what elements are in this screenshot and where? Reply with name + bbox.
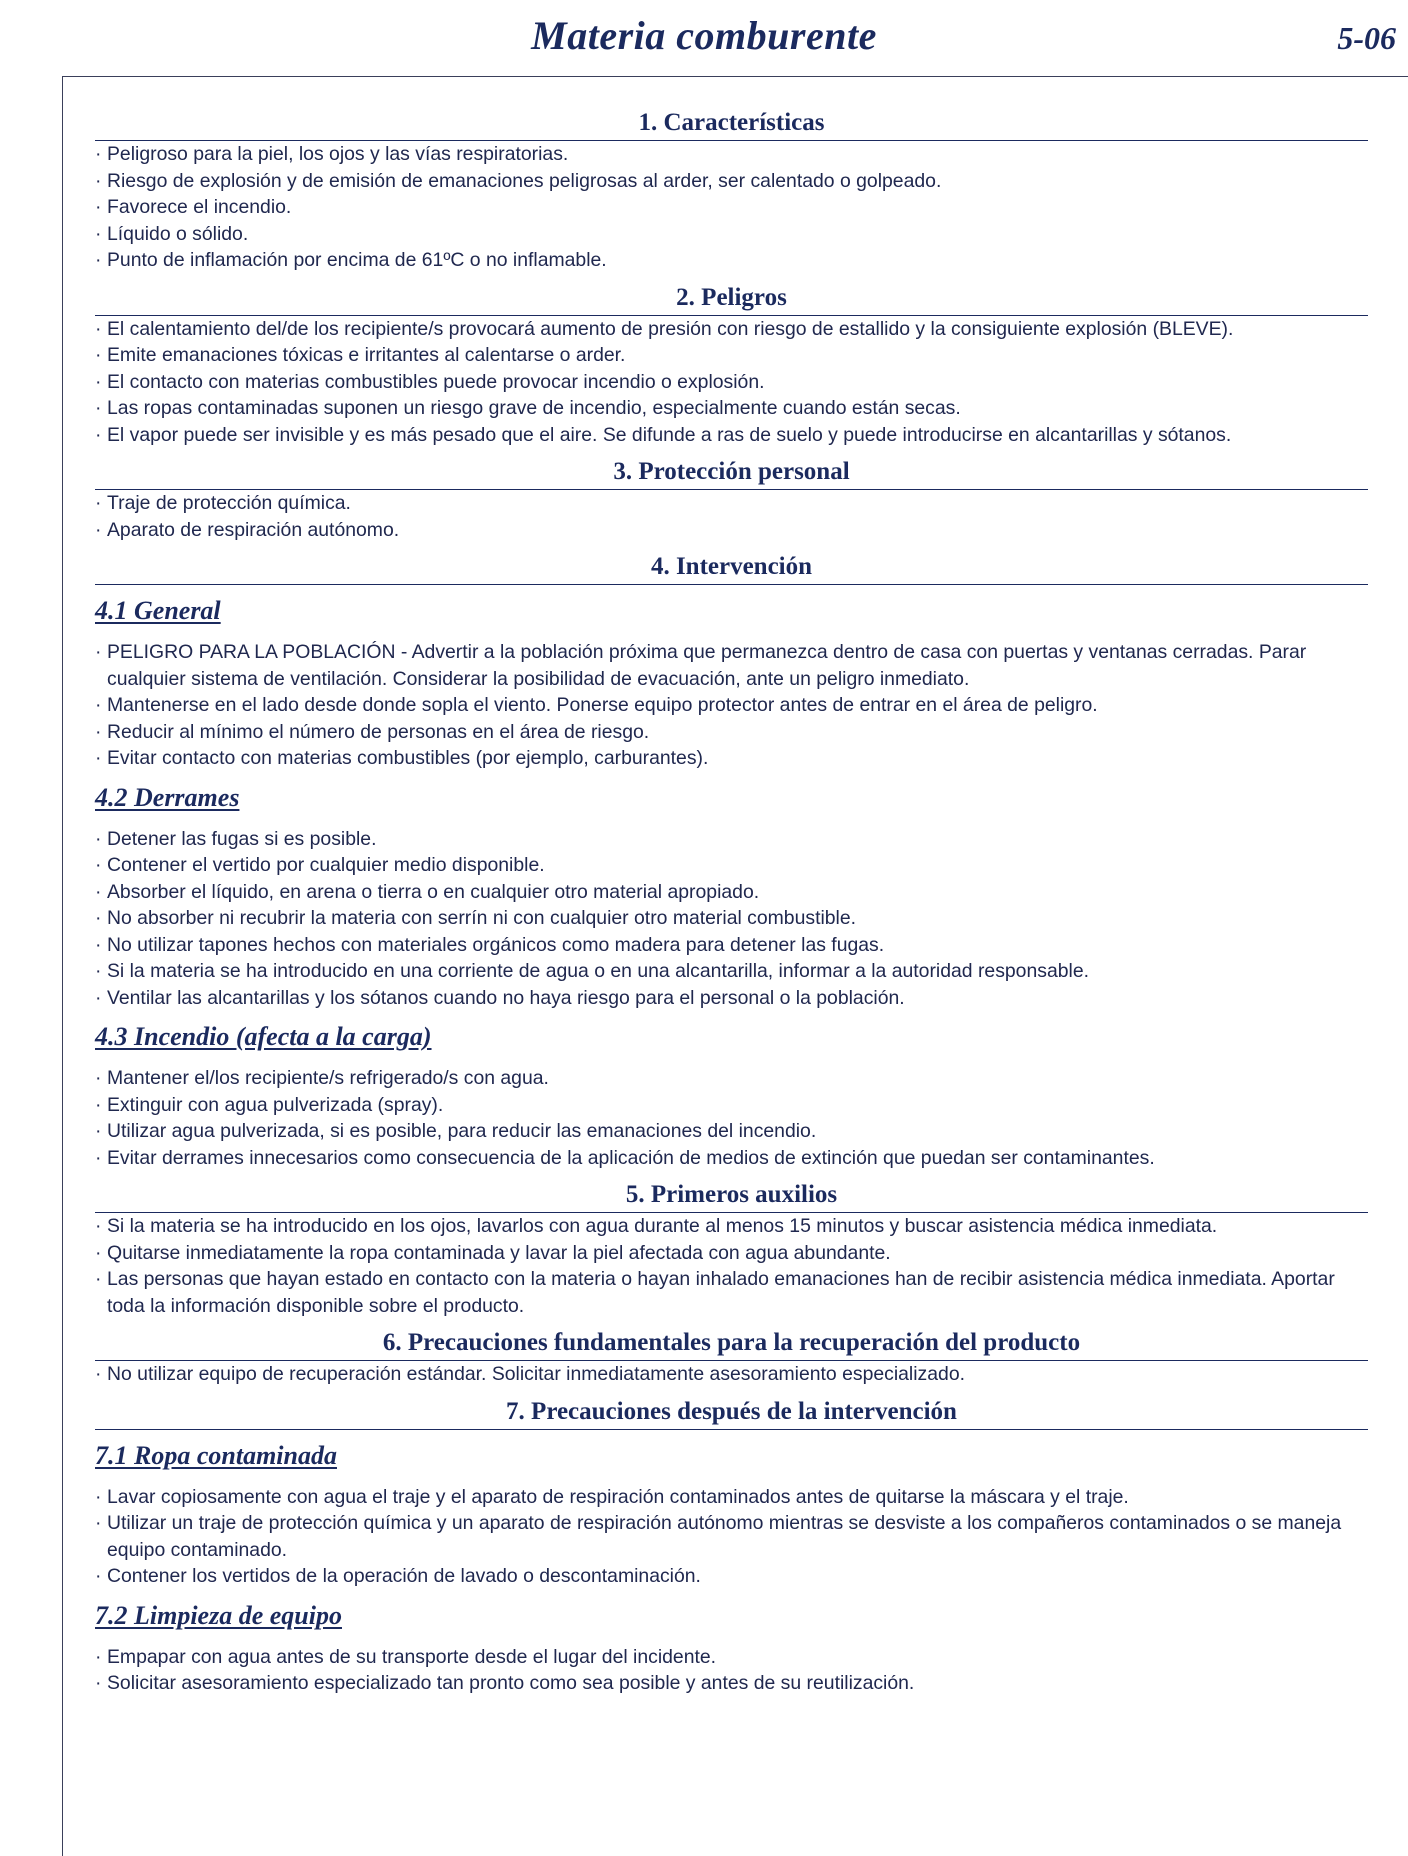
list-item: · Contener los vertidos de la operación de lavado o descontaminación.	[95, 1563, 1368, 1590]
subsection-heading: 7.2 Limpieza de equipo	[95, 1600, 342, 1630]
list-item: · Emite emanaciones tóxicas e irritantes al calentarse o arder.	[95, 342, 1368, 369]
list-item: · No utilizar tapones hechos con materiales orgánicos como madera para detener las fugas.	[95, 932, 1368, 959]
section-heading: 7. Precauciones después de la intervención	[95, 1397, 1368, 1430]
subsection-heading: 4.2 Derrames	[95, 782, 240, 812]
list-item: · El calentamiento del/de los recipiente/s provocará aumento de presión con riesgo de estallido y la consiguiente explosión (BLEVE).	[95, 316, 1368, 343]
list-item: · Mantenerse en el lado desde donde sopla el viento. Ponerse equipo protector antes de entrar en el área de peligro.	[95, 692, 1368, 719]
item-list	[95, 1484, 1368, 1590]
item-list	[95, 1213, 1368, 1319]
item-list	[95, 316, 1368, 449]
list-item: · Empapar con agua antes de su transporte desde el lugar del incidente.	[95, 1644, 1368, 1671]
item-list	[95, 826, 1368, 1012]
section-recuperacion-producto	[95, 1328, 1368, 1388]
section-heading: 1. Características	[95, 108, 1368, 141]
list-item: · El contacto con materias combustibles puede provocar incendio o explosión.	[95, 369, 1368, 396]
list-item: · Si la materia se ha introducido en una corriente de agua o en una alcantarilla, informar a la autoridad responsable.	[95, 958, 1368, 985]
list-item: · Aparato de respiración autónomo.	[95, 517, 1368, 544]
list-item: · Utilizar agua pulverizada, si es posible, para reducir las emanaciones del incendio.	[95, 1118, 1368, 1145]
list-item: · Punto de inflamación por encima de 61ºC o no inflamable.	[95, 247, 1368, 274]
subsection-heading: 7.1 Ropa contaminada	[95, 1440, 337, 1470]
section-heading: 3. Protección personal	[95, 457, 1368, 490]
list-item: · No utilizar equipo de recuperación estándar. Solicitar inmediatamente asesoramiento especializado.	[95, 1361, 1368, 1388]
section-caracteristicas	[95, 108, 1368, 274]
list-item: · Evitar contacto con materias combustibles (por ejemplo, carburantes).	[95, 745, 1368, 772]
item-list	[95, 1065, 1368, 1171]
item-list	[95, 490, 1368, 543]
list-item: · Absorber el líquido, en arena o tierra o en cualquier otro material apropiado.	[95, 879, 1368, 906]
page-code: 5-06	[1337, 20, 1396, 56]
list-item: · Lavar copiosamente con agua el traje y el aparato de respiración contaminados antes de quitarse la máscara y el traje.	[95, 1484, 1368, 1511]
list-item: · Solicitar asesoramiento especializado tan pronto como sea posible y antes de su reutilización.	[95, 1670, 1368, 1697]
subsection-heading: 4.3 Incendio (afecta a la carga)	[95, 1022, 432, 1051]
list-item: · Peligroso para la piel, los ojos y las vías respiratorias.	[95, 141, 1368, 168]
list-item: · Utilizar un traje de protección química y un aparato de respiración autónomo mientras se desviste a los compañeros contaminados o se maneja equipo contaminado.	[95, 1510, 1368, 1563]
list-item: · Favorece el incendio.	[95, 194, 1368, 221]
list-item: · Contener el vertido por cualquier medio disponible.	[95, 852, 1368, 879]
section-intervencion	[95, 552, 1368, 1171]
document-body	[95, 108, 1368, 1697]
list-item: · PELIGRO PARA LA POBLACIÓN - Advertir a la población próxima que permanezca dentro de casa con puertas y ventanas cerradas. Parar cualquier sistema de ventilación. Considerar la posibilidad de evacuación, ante un peligro inmediato.	[95, 639, 1368, 692]
list-item: · Extinguir con agua pulverizada (spray).	[95, 1092, 1368, 1119]
section-heading: 2. Peligros	[95, 283, 1368, 316]
list-item: · Detener las fugas si es posible.	[95, 826, 1368, 853]
section-primeros-auxilios	[95, 1180, 1368, 1319]
section-heading: 5. Primeros auxilios	[95, 1180, 1368, 1213]
list-item: · El vapor puede ser invisible y es más pesado que el aire. Se difunde a ras de suelo y puede introducirse en alcantarillas y sótanos.	[95, 422, 1368, 449]
list-item: · Líquido o sólido.	[95, 221, 1368, 248]
list-item: · Ventilar las alcantarillas y los sótanos cuando no haya riesgo para el personal o la población.	[95, 985, 1368, 1012]
section-proteccion-personal	[95, 457, 1368, 543]
list-item: · Reducir al mínimo el número de personas en el área de riesgo.	[95, 719, 1368, 746]
list-item: · Riesgo de explosión y de emisión de emanaciones peligrosas al arder, ser calentado o golpeado.	[95, 168, 1368, 195]
list-item: · Si la materia se ha introducido en los ojos, lavarlos con agua durante al menos 15 minutos y buscar asistencia médica inmediata.	[95, 1213, 1368, 1240]
list-item: · Quitarse inmediatamente la ropa contaminada y lavar la piel afectada con agua abundante.	[95, 1240, 1368, 1267]
item-list	[95, 1361, 1368, 1388]
list-item: · No absorber ni recubrir la materia con serrín ni con cualquier otro material combustible.	[95, 905, 1368, 932]
item-list	[95, 639, 1368, 772]
list-item: · Traje de protección química.	[95, 490, 1368, 517]
section-peligros	[95, 283, 1368, 449]
list-item: · Las personas que hayan estado en contacto con la materia o hayan inhalado emanaciones han de recibir asistencia médica inmediata. Aportar toda la información disponible sobre el producto.	[95, 1266, 1368, 1319]
subsection-heading: 4.1 General	[95, 596, 221, 625]
list-item: · Mantener el/los recipiente/s refrigerado/s con agua.	[95, 1065, 1368, 1092]
list-item: · Evitar derrames innecesarios como consecuencia de la aplicación de medios de extinción que puedan ser contaminantes.	[95, 1145, 1368, 1172]
section-heading: 4. Intervención	[95, 552, 1368, 585]
section-heading: 6. Precauciones fundamentales para la recuperación del producto	[95, 1328, 1368, 1361]
item-list	[95, 1644, 1368, 1697]
page-title: Materia comburente	[531, 13, 877, 58]
section-despues-intervencion	[95, 1397, 1368, 1697]
item-list	[95, 141, 1368, 274]
list-item: · Las ropas contaminadas suponen un riesgo grave de incendio, especialmente cuando están secas.	[95, 395, 1368, 422]
